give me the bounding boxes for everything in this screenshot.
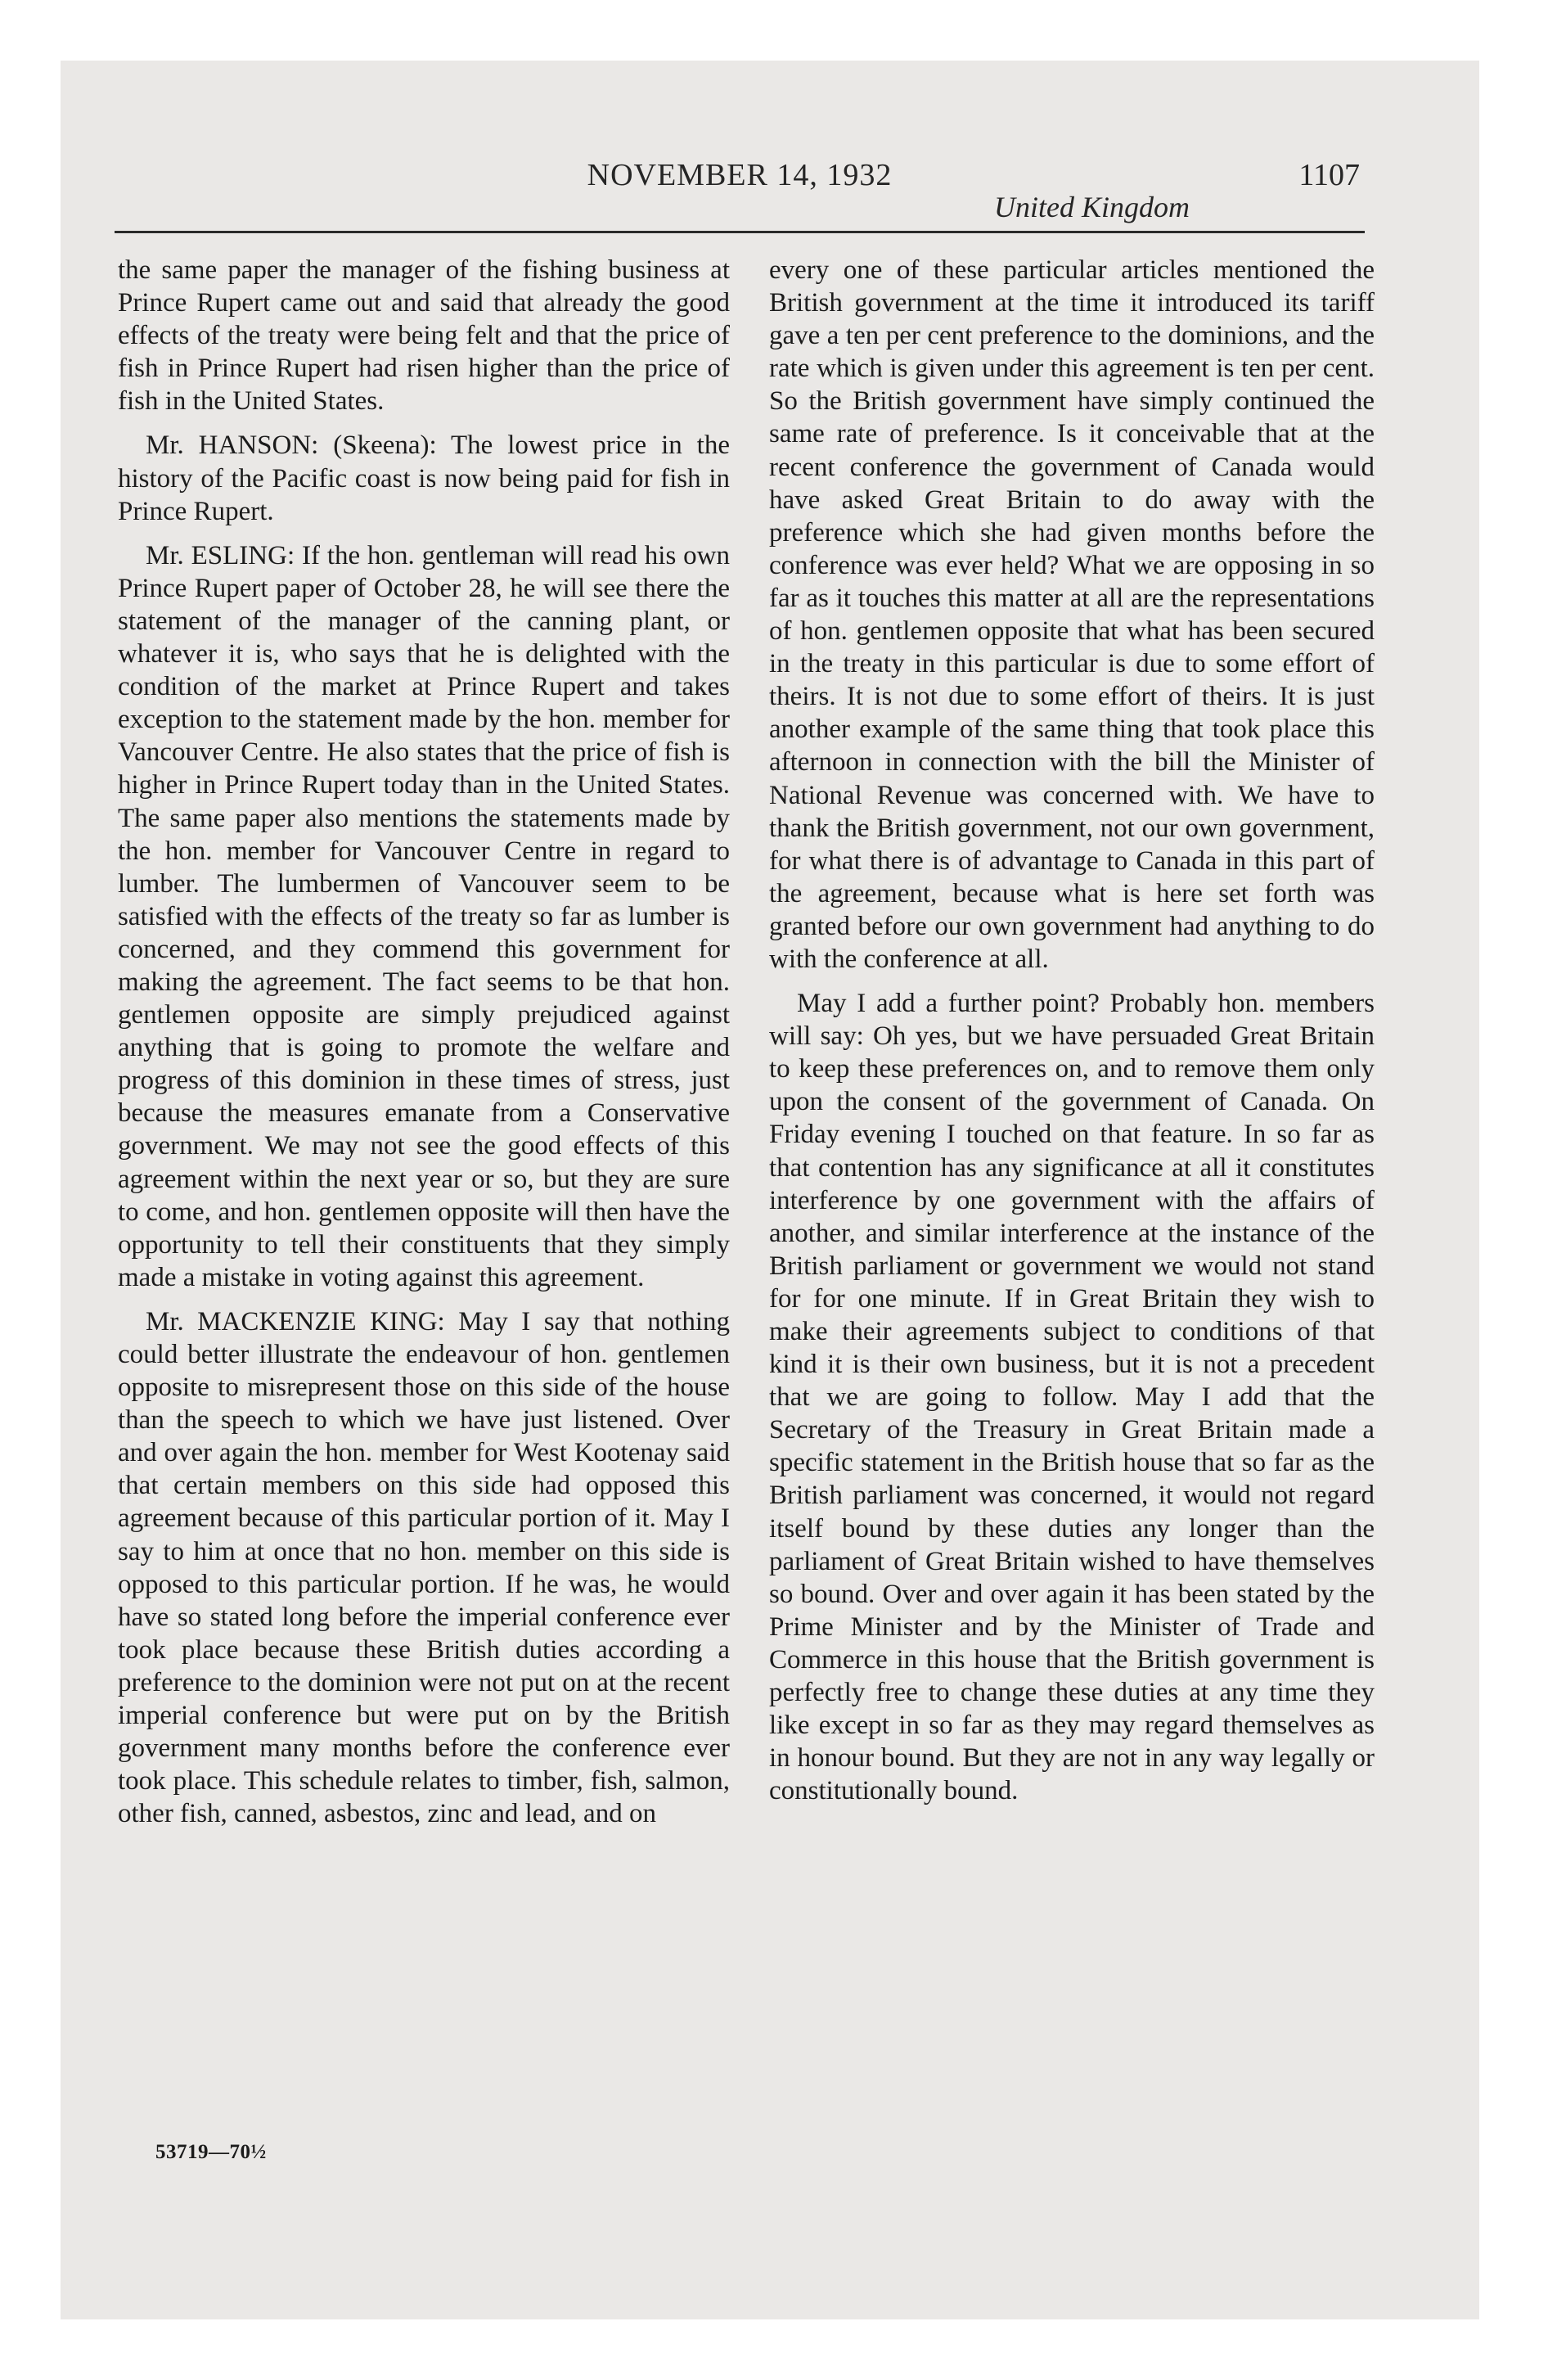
- section-title: United Kingdom: [994, 191, 1190, 223]
- paragraph: Mr. MACKENZIE KING: May I say that nothing could better illustrate the endeavour of hon. gentlemen opposite to misrepresent those on this side of the house than the speech to which we have just listened. Over and over again the hon. member for West Kootenay said that certain members on this side had opposed this agreement because of this particular portion of it. May I say to him at once that no hon. member on this side is opposed to this particular portion. If he was, he would have so stated long before the imperial conference ever took place because these British duties according a preference to the dominion were not put on at the recent imperial conference but were put on by the British government many months before the conference ever took place. This schedule relates to timber, fish, salmon, other fish, canned, asbestos, zinc and lead, and on: [118, 1306, 730, 1829]
- printer-signature: 53719—70½: [155, 2141, 267, 2163]
- left-column: [118, 254, 730, 1841]
- paragraph: every one of these particular articles mentioned the British government at the time it introduced its tariff gave a ten per cent preference to the dominions, and the rate which is given under this agreement is ten per cent. So the British government have simply continued the same rate of preference. Is it conceivable that at the recent conference the government of Canada would have asked Great Britain to do away with the preference which she had given months before the conference was ever held? What we are opposing in so far as it touches this matter at all are the representations of hon. gentlemen opposite that what has been secured in the treaty in this particular is due to some effort of theirs. It is not due to some effort of theirs. It is just another example of the same thing that took place this afternoon in connection with the bill the Minister of National Revenue was concerned with. We have to thank the British government, not our own government, for what there is of advantage to Canada in this part of the agreement, because what is here set forth was granted before our own government had anything to do with the conference at all.: [769, 255, 1375, 974]
- paragraph: Mr. HANSON: (Skeena): The lowest price in the history of the Pacific coast is now being paid for fish in Prince Rupert.: [118, 430, 730, 526]
- paragraph: Mr. ESLING: If the hon. gentleman will read his own Prince Rupert paper of October 28, he will see there the statement of the manager of the canning plant, or whatever it is, who says that he is delighted with the condition of the market at Prince Rupert and takes exception to the statement made by the hon. member for Vancouver Centre. He also states that the price of fish is higher in Prince Rupert today than in the United States. The same paper also mentions the statements made by the hon. member for Vancouver Centre in regard to lumber. The lumbermen of Vancouver seem to be satisfied with the effects of the treaty so far as lumber is concerned, and they commend this government for making the agreement. The fact seems to be that hon. gentlemen opposite are simply prejudiced against anything that is going to promote the welfare and progress of this dominion in these times of stress, just because the measures emanate from a Conservative government. We may not see the good effects of this agreement within the next year or so, but they are sure to come, and hon. gentlemen opposite will then have the opportunity to tell their constituents that they simply made a mistake in voting against this agreement.: [118, 540, 730, 1292]
- header-date: NOVEMBER 14, 1932: [587, 158, 893, 192]
- paragraph: the same paper the manager of the fishing business at Prince Rupert came out and said that already the good effects of the treaty were being felt and that the price of fish in Prince Rupert had risen higher than the price of fish in the United States.: [118, 255, 730, 417]
- header-rule: [115, 231, 1365, 233]
- paragraph: May I add a further point? Probably hon. members will say: Oh yes, but we have persuaded Great Britain to keep these preferences on, and to remove them only upon the consent of the government of Canada. On Friday evening I touched on that feature. In so far as that contention has any significance at all it constitutes interference by one government with the affairs of another, and similar interference at the instance of the British parliament or government we would not stand for for one minute. If in Great Britain they wish to make their agreements subject to conditions of that kind it is their own business, but it is not a precedent that we are going to follow. May I add that the Secretary of the Treasury in Great Britain made a specific statement in the British house that so far as the British parliament was concerned, it would not regard itself bound by these duties any longer than the parliament of Great Britain wished to have themselves so bound. Over and over again it has been stated by the Prime Minister and by the Minister of Trade and Commerce in this house that the British government is perfectly free to change these duties at any time they like except in so far as they may regard themselves as in honour bound. But they are not in any way legally or constitutionally bound.: [769, 989, 1375, 1806]
- page-header: [115, 90, 1365, 221]
- right-column: [769, 254, 1375, 1819]
- page-number: 1107: [1298, 158, 1360, 192]
